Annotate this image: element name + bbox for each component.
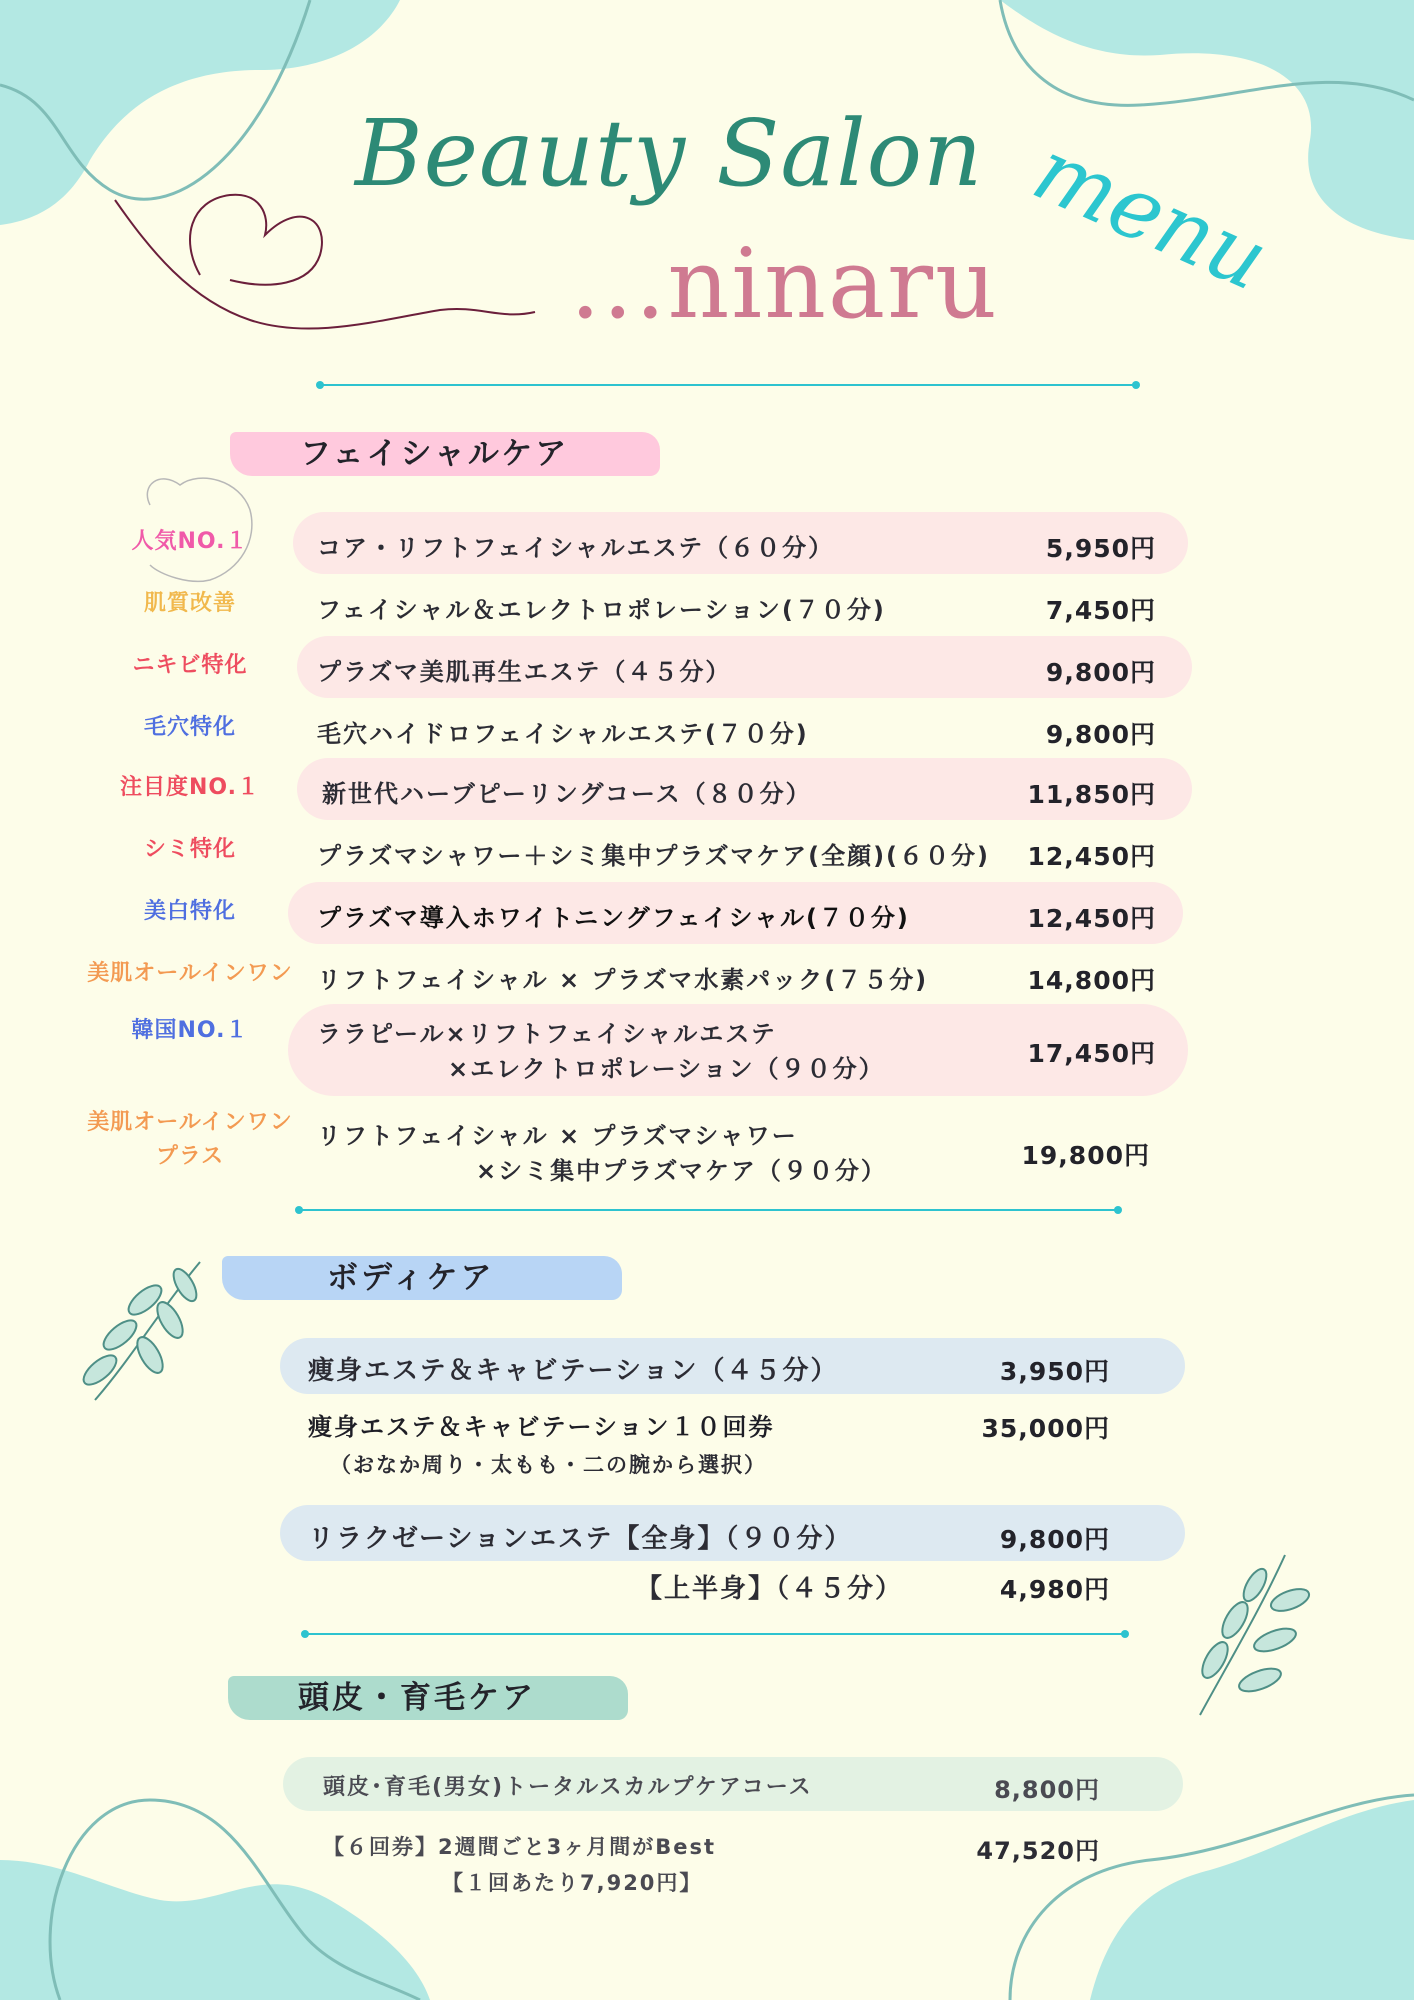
body-item-price: 3,950円 <box>999 1357 1110 1386</box>
facial-item-name: リフトフェイシャル × プラズマ水素パック(７５分) <box>317 966 929 994</box>
facial-item-tag-label: 肌質改善 <box>143 591 236 616</box>
facial-item-tag-label: 美肌オールインワン <box>87 961 293 986</box>
facial-item-name: フェイシャル＆エレクトロポレーション(７０分) <box>317 596 886 624</box>
facial-item-price: 17,450円 <box>1027 1039 1156 1068</box>
facial-item-name: リフトフェイシャル × プラズマシャワー <box>317 1122 798 1150</box>
facial-item-price: 9,800円 <box>1045 720 1156 749</box>
facial-divider <box>297 1209 1120 1211</box>
facial-item-tag <box>60 711 320 745</box>
body-heading: ボディケア <box>222 1256 622 1300</box>
body-item-price: 35,000円 <box>981 1414 1110 1443</box>
facial-item-name-line2: ×シミ集中プラズマケア（９０分） <box>476 1157 887 1185</box>
facial-item-tag <box>60 895 320 929</box>
header-divider <box>318 384 1138 386</box>
bottom-right-blob <box>1090 1800 1414 2000</box>
facial-item-name: プラズマ導入ホワイトニングフェイシャル(７０分) <box>317 904 910 932</box>
scalp-item-note: 【１回あたり7,920円】 <box>442 1871 703 1895</box>
facial-item-price: 11,850円 <box>1027 780 1156 809</box>
scalp-item-price: 8,800円 <box>994 1776 1100 1804</box>
scalp-heading: 頭皮・育毛ケア <box>228 1676 628 1720</box>
facial-item-tag <box>60 771 320 805</box>
facial-item-tag-label: シミ特化 <box>143 837 236 862</box>
scalp-item-price: 47,520円 <box>976 1837 1100 1865</box>
facial-item-tag-label: 毛穴特化 <box>143 715 236 740</box>
body-item-price: 4,980円 <box>999 1575 1110 1604</box>
scalp-item-name: 【６回券】2週間ごと3ヶ月間がBest <box>323 1835 717 1859</box>
facial-item-name: コア・リフトフェイシャルエステ（６０分） <box>317 534 835 562</box>
menu-word: menu <box>1019 120 1283 311</box>
facial-item-price: 12,450円 <box>1027 842 1156 871</box>
facial-item-name-line2: ×エレクトロポレーション（９０分） <box>448 1055 885 1083</box>
facial-item-tag <box>60 587 320 621</box>
heart-doodle <box>115 195 535 329</box>
body-item-name: 【上半身】（４５分） <box>636 1574 904 1604</box>
body-item-price: 9,800円 <box>999 1525 1110 1554</box>
body-divider <box>303 1633 1127 1635</box>
facial-item-tag-label: 人気NO.１ <box>131 529 249 554</box>
salon-name: ...ninaru <box>570 228 999 340</box>
salon-title: Beauty Salon <box>355 100 984 207</box>
leaf-sprig-left <box>79 1262 201 1400</box>
facial-item-tag <box>60 525 320 559</box>
top-left-blob <box>0 0 400 225</box>
facial-item-tag-label: ニキビ特化 <box>132 653 248 678</box>
body-item-name: リラクゼーションエステ【全身】（９０分） <box>308 1524 853 1554</box>
facial-item-price: 7,450円 <box>1045 596 1156 625</box>
facial-item-name: ララピール×リフトフェイシャルエステ <box>317 1020 777 1048</box>
facial-item-tag <box>60 957 320 991</box>
facial-item-name: 新世代ハーブピーリングコース（８０分） <box>322 780 812 808</box>
facial-item-price: 19,800円 <box>1021 1141 1150 1170</box>
facial-item-tag-label: 美肌オールインワン <box>87 1110 293 1135</box>
facial-item-tag <box>60 1106 320 1174</box>
body-item-name: 痩身エステ＆キャビテーション１０回券 <box>308 1413 775 1441</box>
facial-item-price: 14,800円 <box>1027 966 1156 995</box>
facial-item-price: 12,450円 <box>1027 904 1156 933</box>
facial-item-tag <box>60 649 320 683</box>
facial-item-tag-label: 美白特化 <box>143 899 236 924</box>
bottom-left-blob <box>0 1860 430 2000</box>
facial-item-tag <box>60 1014 320 1048</box>
facial-item-name: 毛穴ハイドロフェイシャルエステ(７０分) <box>317 720 809 748</box>
facial-item-name: プラズマシャワー＋シミ集中プラズマケア(全顔)(６０分) <box>317 842 990 870</box>
facial-item-price: 5,950円 <box>1045 534 1156 563</box>
facial-item-name: プラズマ美肌再生エステ（４５分） <box>317 658 732 686</box>
facial-heading: フェイシャルケア <box>230 432 660 476</box>
facial-item-tag-label: 注目度NO.１ <box>120 775 260 800</box>
facial-item-tag <box>60 833 320 867</box>
body-item-name: 痩身エステ＆キャビテーション（４５分） <box>308 1356 839 1386</box>
facial-item-tag-label-2: プラス <box>155 1144 225 1169</box>
body-item-note: （おなか周り・太もも・二の腕から選択） <box>330 1453 767 1477</box>
leaf-sprig-right <box>1197 1555 1312 1715</box>
facial-item-price: 9,800円 <box>1045 658 1156 687</box>
scalp-item-name: 頭皮･育毛(男女)トータルスカルプケアコース <box>323 1775 813 1800</box>
facial-item-tag-label: 韓国NO.１ <box>131 1018 249 1043</box>
